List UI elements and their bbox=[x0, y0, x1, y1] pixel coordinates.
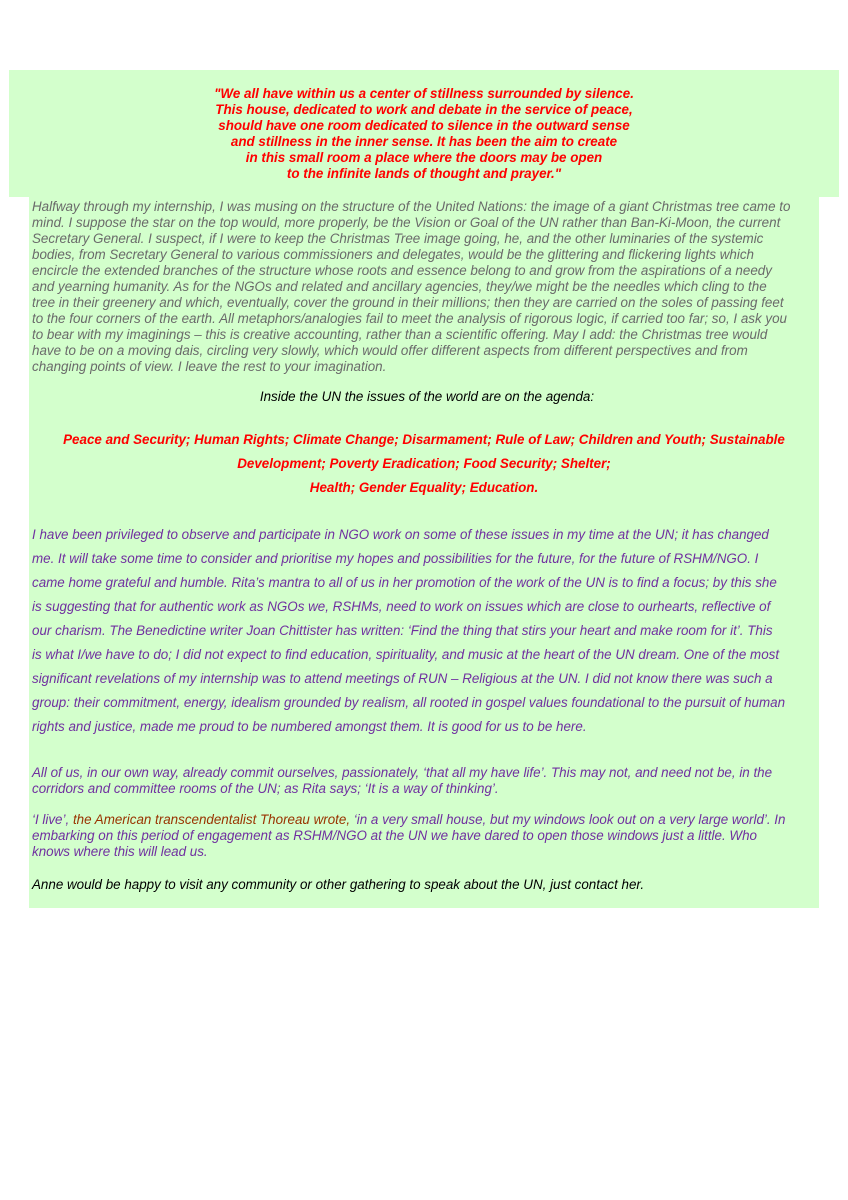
agenda-list bbox=[9, 428, 839, 500]
agenda-line: Development; Poverty Eradication; Food Security; Shelter; bbox=[237, 456, 611, 471]
agenda-line: Health; Gender Equality; Education. bbox=[309, 480, 539, 495]
paragraph-line: Halfway through my internship, I was musing on the structure of the United Nations: the image of a giant Christmas tree came to bbox=[32, 199, 791, 214]
agenda-intro: Inside the UN the issues of the world are on the agenda: bbox=[259, 389, 595, 404]
opening-quote bbox=[9, 86, 839, 182]
paragraph-line: me. It will take some time to consider and prioritise my hopes and possibilities for the future, for the future of RSHM/NGO. I bbox=[32, 551, 759, 566]
paragraph-line: and yearning humanity. As for the NGOs and related and ancillary agencies, they/we might be the needles which cling to the bbox=[32, 279, 767, 294]
paragraph-line: encircle the extended branches of the structure whose roots and essence belong to and grow from the aspirations of a needy bbox=[32, 263, 772, 278]
paragraph-line: is suggesting that for authentic work as NGOs we, RSHMs, need to work on issues which are close to ourhearts, reflective of bbox=[32, 599, 771, 614]
agenda-line: Peace and Security; Human Rights; Climate Change; Disarmament; Rule of Law; Children and Youth; Sustainable bbox=[63, 432, 785, 447]
paragraph-line: bodies, from Secretary General to various commissioners and delegates, would be the glittering and flickering lights which bbox=[32, 247, 754, 262]
paragraph-line: changing points of view. I leave the rest to your imagination. bbox=[32, 359, 387, 374]
paragraph-line: to the four corners of the earth. All metaphors/analogies fail to meet the analysis of rigorous logic, if carried too far; so, I ask you bbox=[32, 311, 787, 326]
paragraph-line: to bear with my imaginings – this is creative accounting, rather than a scientific offering. May I add: the Christmas tree would bbox=[32, 327, 768, 342]
contact-note: Anne would be happy to visit any community or other gathering to speak about the UN, just contact her. bbox=[32, 877, 645, 892]
paragraph-line: embarking on this period of engagement as RSHM/NGO at the UN we have dared to open those windows just a little. Who bbox=[32, 828, 757, 843]
paragraph-line: mind. I suppose the star on the top would, more properly, be the Vision or Goal of the UN rather than Ban-Ki-Moon, the current bbox=[32, 215, 781, 230]
quote-line: "We all have within us a center of stillness surrounded by silence. bbox=[214, 86, 634, 101]
paragraph-line: knows where this will lead us. bbox=[32, 844, 208, 859]
paragraph-line: significant revelations of my internship was to attend meetings of RUN – Religious at the UN. I did not know there was such a bbox=[32, 671, 773, 686]
paragraph-line: came home grateful and humble. Rita’s mantra to all of us in her promotion of the work of the UN is to find a focus; by this she bbox=[32, 575, 777, 590]
thoreau-paragraph bbox=[32, 812, 832, 860]
paragraph-line: All of us, in our own way, already commit ourselves, passionately, ‘that all my have life’. This may not, and need not be, in the bbox=[32, 765, 773, 780]
commitment-paragraph bbox=[32, 765, 822, 797]
quote-line: should have one room dedicated to silence in the outward sense bbox=[218, 118, 630, 133]
ngo-work-paragraph bbox=[32, 523, 832, 739]
quote-line: This house, dedicated to work and debate in the service of peace, bbox=[215, 102, 633, 117]
thoreau-quote-start: ‘I live’, bbox=[32, 812, 73, 827]
thoreau-quote-end: ‘in a very small house, but my windows look out on a very large world’. In bbox=[350, 812, 786, 827]
paragraph-line: our charism. The Benedictine writer Joan Chittister has written: ‘Find the thing that stirs your heart and make room for it’. This bbox=[32, 623, 773, 638]
paragraph-line: I have been privileged to observe and participate in NGO work on some of these issues in my time at the UN; it has changed bbox=[32, 527, 769, 542]
paragraph-line: rights and justice, made me proud to be numbered amongst them. It is good for us to be here. bbox=[32, 719, 587, 734]
quote-line: and stillness in the inner sense. It has been the aim to create bbox=[230, 134, 618, 149]
paragraph-line bbox=[32, 812, 832, 828]
paragraph-line: corridors and committee rooms of the UN; as Rita says; ‘It is a way of thinking’. bbox=[32, 781, 499, 796]
quote-line: to the infinite lands of thought and prayer." bbox=[286, 166, 562, 181]
paragraph-line: is what I/we have to do; I did not expect to find education, spirituality, and music at the heart of the UN dream. One of the most bbox=[32, 647, 780, 662]
christmas-tree-paragraph bbox=[32, 199, 822, 375]
paragraph-line: Secretary General. I suspect, if I were to keep the Christmas Tree image going, he, and the other luminaries of the systemic bbox=[32, 231, 764, 246]
paragraph-line: tree in their greenery and which, eventually, cover the ground in their millions; then they are carried on the soles of passing feet bbox=[32, 295, 784, 310]
paragraph-line: have to be on a moving dais, circling very slowly, which would offer different aspects from different perspectives and from bbox=[32, 343, 748, 358]
paragraph-line: group: their commitment, energy, idealism grounded by realism, all rooted in gospel values foundational to the pursuit of human bbox=[32, 695, 786, 710]
quote-line: in this small room a place where the doors may be open bbox=[245, 150, 603, 165]
thoreau-attribution: the American transcendentalist Thoreau wrote, bbox=[72, 812, 351, 827]
